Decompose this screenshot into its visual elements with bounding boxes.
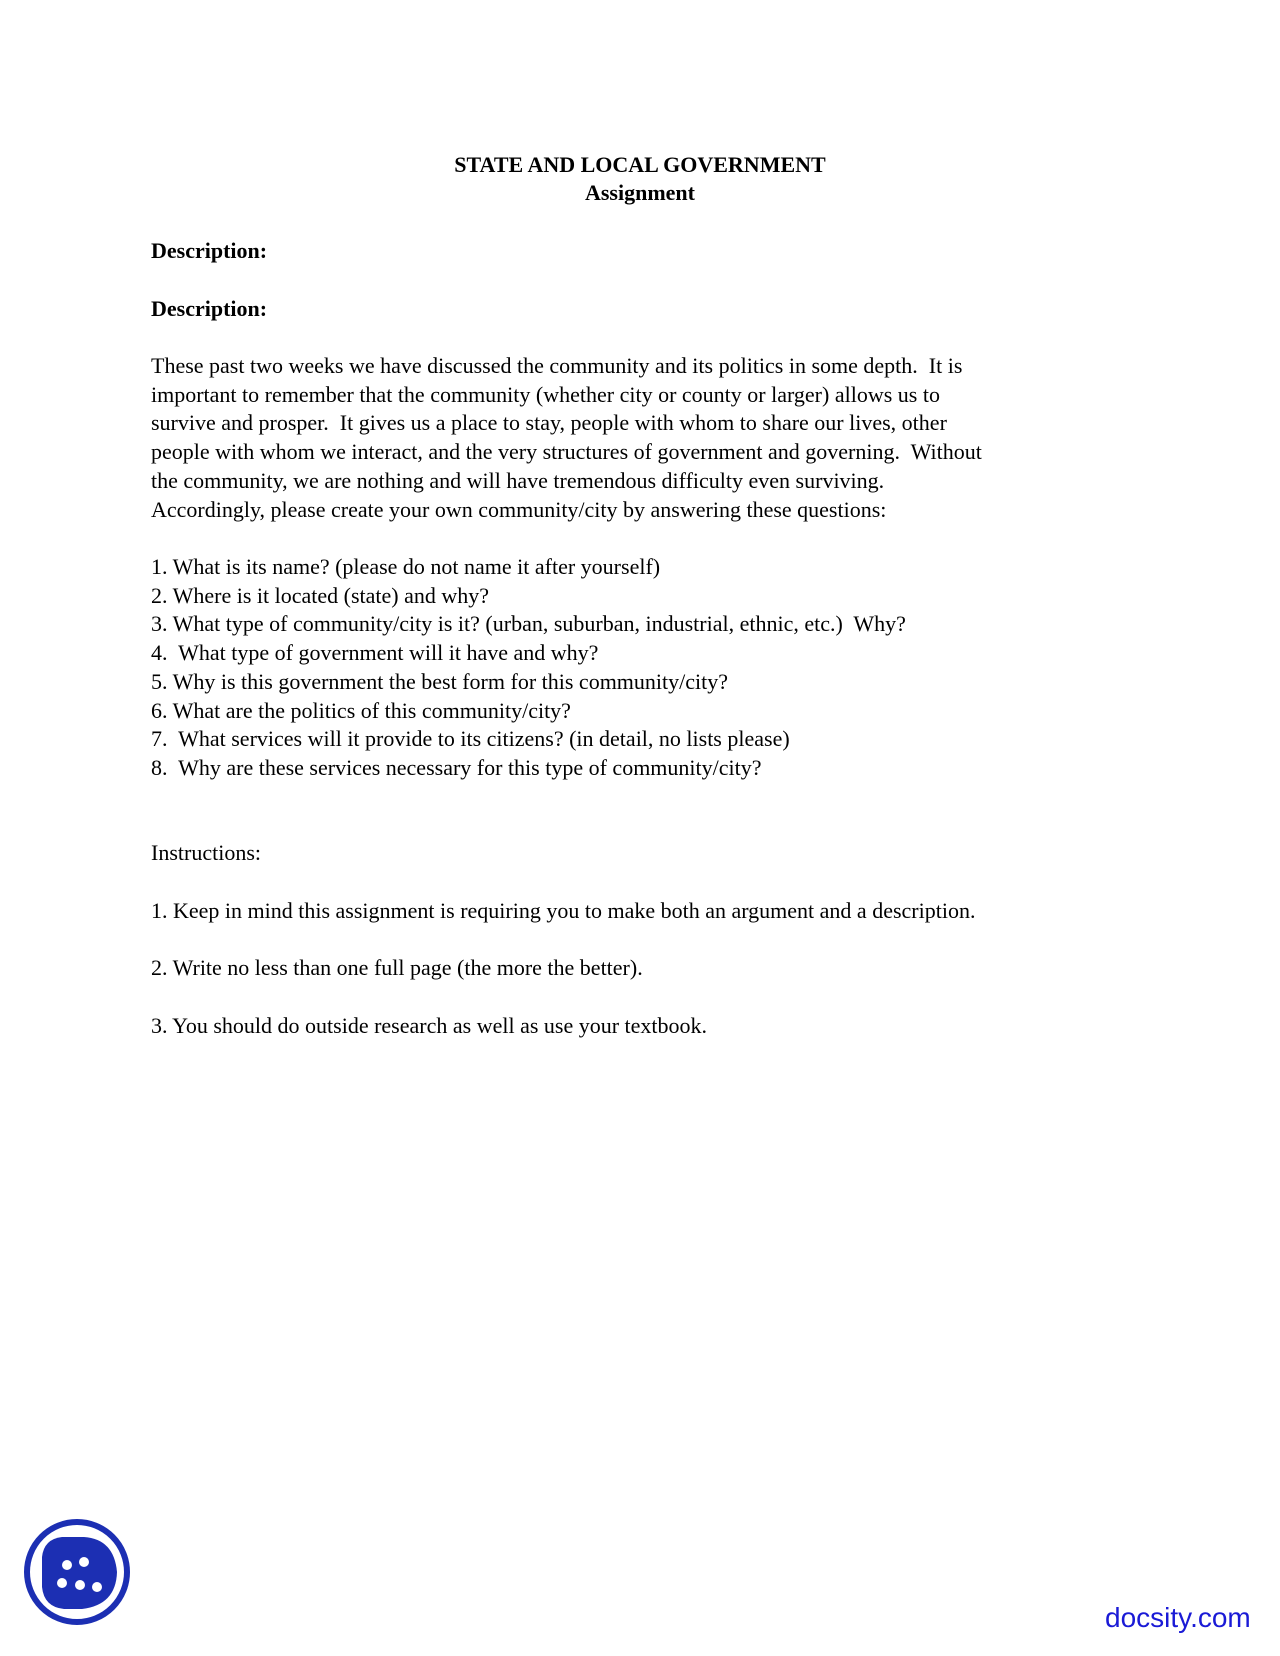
description-heading: Description: [151, 238, 268, 263]
docsity-logo-icon[interactable] [22, 1517, 132, 1627]
question-item: 3. What type of community/city is it? (urban, suburban, industrial, ethnic, etc.) Why? [151, 611, 906, 637]
instruction-item: 3. You should do outside research as well as use your textbook. [151, 1013, 708, 1038]
paragraph-line: survive and prosper. It gives us a place to stay, people with whom to share our lives, other [151, 410, 947, 436]
instruction-item: 2. Write no less than one full page (the more the better). [151, 955, 643, 980]
question-list [151, 553, 1151, 783]
instructions-heading: Instructions: [151, 840, 261, 865]
paragraph-line: the community, we are nothing and will have tremendous difficulty even surviving. [151, 467, 885, 493]
question-item: 7. What services will it provide to its citizens? (in detail, no lists please) [151, 726, 790, 752]
body-paragraph [151, 352, 1151, 524]
question-item: 8. Why are these services necessary for this type of community/city? [151, 754, 762, 780]
question-item: 6. What are the politics of this community/city? [151, 697, 571, 723]
question-item: 5. Why is this government the best form for this community/city? [151, 668, 729, 694]
instruction-item: 1. Keep in mind this assignment is requiring you to make both an argument and a description. [151, 898, 976, 923]
page-title: STATE AND LOCAL GOVERNMENT [454, 152, 826, 177]
paragraph-line: Accordingly, please create your own community/city by answering these questions: [151, 496, 887, 522]
paragraph-line: people with whom we interact, and the very structures of government and governing. Without [151, 439, 982, 465]
paragraph-line: These past two weeks we have discussed the community and its politics in some depth. It is [151, 353, 963, 378]
question-item: 4. What type of government will it have and why? [151, 640, 599, 666]
docsity-brand-link[interactable]: docsity.com [1105, 1602, 1251, 1633]
description-heading: Description: [151, 296, 268, 321]
paragraph-line: important to remember that the community (whether city or county or larger) allows us to [151, 381, 940, 407]
question-item: 2. Where is it located (state) and why? [151, 582, 490, 608]
page-subtitle: Assignment [584, 180, 695, 205]
question-item: 1. What is its name? (please do not name it after yourself) [151, 554, 661, 579]
